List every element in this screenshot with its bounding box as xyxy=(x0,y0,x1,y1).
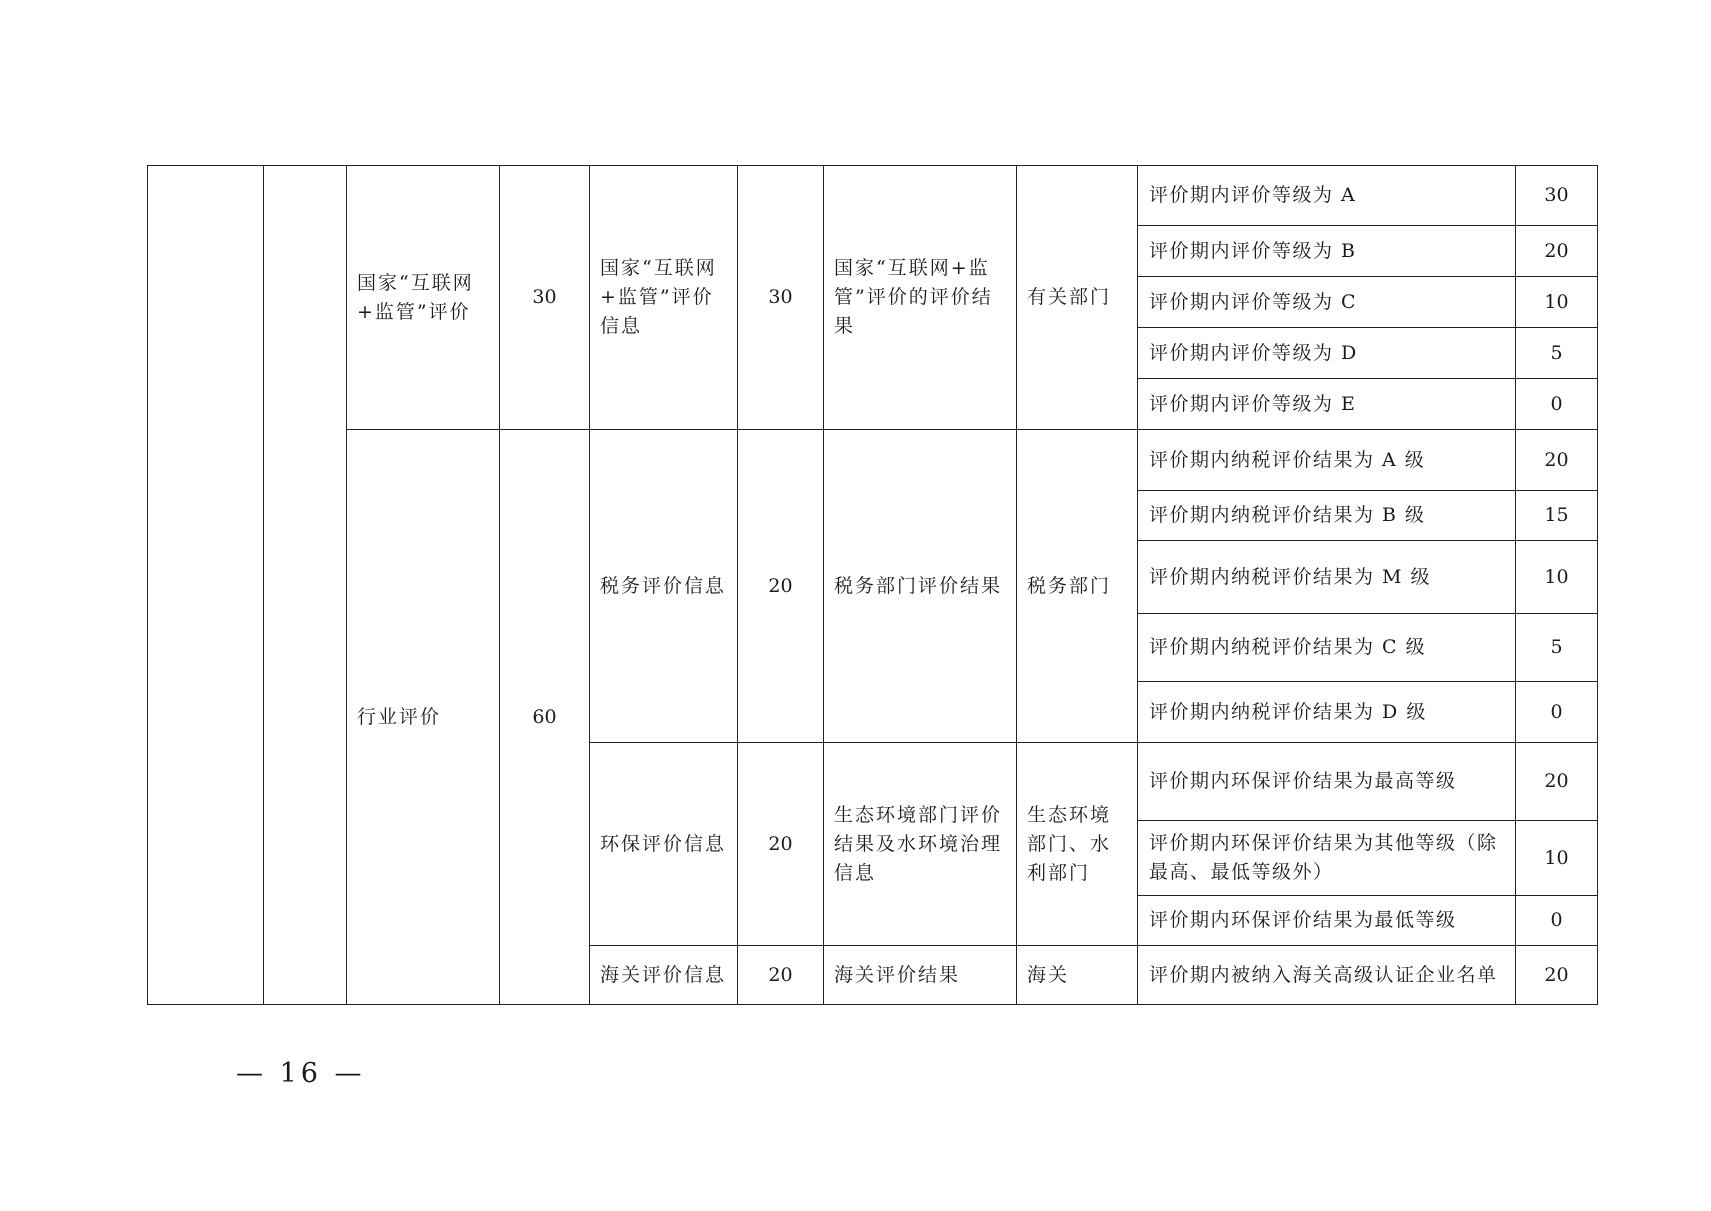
item-source: 有关部门 xyxy=(1017,166,1138,430)
item-score: 30 xyxy=(738,166,824,430)
rule-points: 5 xyxy=(1516,614,1598,682)
item-basis: 国家“互联网+监管”评价的评价结果 xyxy=(824,166,1017,430)
rule-points: 20 xyxy=(1516,946,1598,1005)
rule-points: 15 xyxy=(1516,491,1598,541)
item-basis: 生态环境部门评价结果及水环境治理信息 xyxy=(824,743,1017,946)
rule-points: 5 xyxy=(1516,328,1598,379)
item-basis: 税务部门评价结果 xyxy=(824,430,1017,743)
item-score: 20 xyxy=(738,743,824,946)
rule-points: 10 xyxy=(1516,821,1598,896)
blank-subcategory-cell xyxy=(264,166,347,1005)
rule-points: 0 xyxy=(1516,896,1598,946)
group-weight: 60 xyxy=(500,430,590,1005)
rule-points: 10 xyxy=(1516,277,1598,328)
rule-criterion: 评价期内环保评价结果为其他等级（除最高、最低等级外） xyxy=(1138,821,1516,896)
item-source: 海关 xyxy=(1017,946,1138,1005)
group-name: 国家“互联网+监管”评价 xyxy=(347,166,500,430)
table-row xyxy=(148,166,1598,226)
item-source: 税务部门 xyxy=(1017,430,1138,743)
page-number: — 16 — xyxy=(236,1058,366,1089)
rule-criterion: 评价期内被纳入海关高级认证企业名单 xyxy=(1138,946,1516,1005)
rule-criterion: 评价期内环保评价结果为最低等级 xyxy=(1138,896,1516,946)
item-score: 20 xyxy=(738,430,824,743)
rule-criterion: 评价期内纳税评价结果为 B 级 xyxy=(1138,491,1516,541)
rule-points: 0 xyxy=(1516,379,1598,430)
item-name: 税务评价信息 xyxy=(590,430,738,743)
item-name: 国家“互联网+监管”评价信息 xyxy=(590,166,738,430)
scoring-table xyxy=(147,165,1598,1005)
item-basis: 海关评价结果 xyxy=(824,946,1017,1005)
rule-criterion: 评价期内评价等级为 A xyxy=(1138,166,1516,226)
blank-category-cell xyxy=(148,166,264,1005)
rule-points: 10 xyxy=(1516,541,1598,614)
rule-criterion: 评价期内评价等级为 C xyxy=(1138,277,1516,328)
rule-criterion: 评价期内纳税评价结果为 A 级 xyxy=(1138,430,1516,491)
rule-criterion: 评价期内纳税评价结果为 M 级 xyxy=(1138,541,1516,614)
group-name: 行业评价 xyxy=(347,430,500,1005)
item-score: 20 xyxy=(738,946,824,1005)
rule-criterion: 评价期内评价等级为 E xyxy=(1138,379,1516,430)
rule-points: 20 xyxy=(1516,743,1598,821)
rule-criterion: 评价期内纳税评价结果为 D 级 xyxy=(1138,682,1516,743)
rule-points: 0 xyxy=(1516,682,1598,743)
item-name: 海关评价信息 xyxy=(590,946,738,1005)
rule-criterion: 评价期内评价等级为 B xyxy=(1138,226,1516,277)
table-row xyxy=(148,430,1598,491)
group-weight: 30 xyxy=(500,166,590,430)
rule-criterion: 评价期内环保评价结果为最高等级 xyxy=(1138,743,1516,821)
rule-criterion: 评价期内评价等级为 D xyxy=(1138,328,1516,379)
item-name: 环保评价信息 xyxy=(590,743,738,946)
item-source: 生态环境部门、水利部门 xyxy=(1017,743,1138,946)
rule-criterion: 评价期内纳税评价结果为 C 级 xyxy=(1138,614,1516,682)
rule-points: 20 xyxy=(1516,226,1598,277)
rule-points: 30 xyxy=(1516,166,1598,226)
rule-points: 20 xyxy=(1516,430,1598,491)
